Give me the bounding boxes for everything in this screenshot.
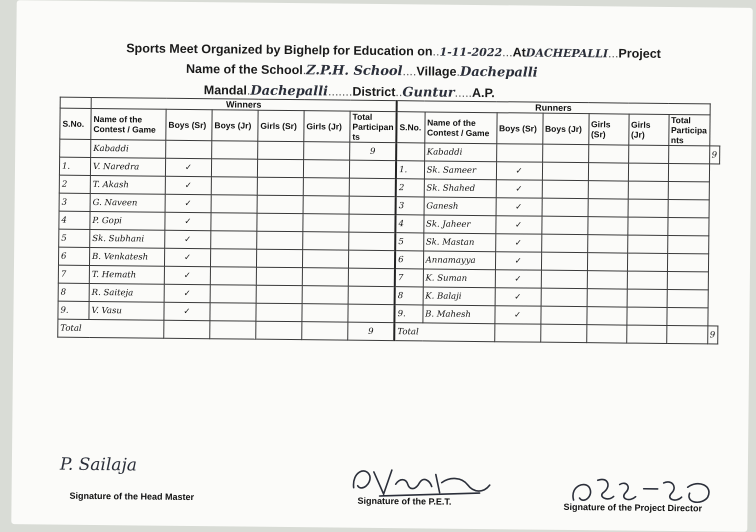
game-total: 9	[709, 146, 720, 164]
game-name: Kabaddi	[424, 143, 496, 162]
winner-name: G. Naveen	[90, 193, 165, 212]
col-girls-sr: Girls (Sr)	[588, 114, 628, 145]
winner-boys-jr	[211, 177, 257, 195]
col-total-participants: Total Participan ts	[350, 111, 397, 142]
runner-girls-sr	[587, 271, 627, 289]
runner-boys-sr-tick: ✓	[496, 198, 542, 216]
runner-boys-sr-tick: ✓	[495, 216, 541, 234]
winner-total	[349, 214, 396, 232]
col-boys-sr: Boys (Sr)	[496, 113, 542, 144]
runner-sno: 3	[396, 197, 424, 215]
runner-boys-sr-tick: ✓	[496, 180, 542, 198]
runner-total	[667, 235, 708, 253]
col-sno: S.No.	[60, 108, 91, 139]
runner-girls-sr	[588, 199, 628, 217]
winner-sno: 1.	[59, 157, 90, 175]
pet-signature-scribble	[350, 462, 500, 500]
winner-girls-sr	[257, 195, 303, 213]
district-name: Guntur	[402, 85, 455, 101]
runner-sno: 5	[395, 233, 423, 251]
district-label: District	[352, 84, 396, 100]
runner-name: Sk. Shahed	[424, 179, 496, 198]
runner-boys-jr	[541, 288, 587, 306]
winner-boys-sr-tick: ✓	[164, 266, 210, 284]
col-total-participants: Total Participa nts	[668, 114, 709, 145]
winner-boys-sr-tick: ✓	[165, 212, 211, 230]
runner-boys-sr-tick: ✓	[495, 270, 541, 288]
winner-girls-jr	[302, 286, 348, 304]
runner-name: Ganesh	[424, 197, 496, 216]
runner-name: B. Mahesh	[422, 305, 494, 324]
runner-girls-jr	[627, 289, 667, 307]
runner-total	[667, 253, 708, 271]
school-name: Z.P.H. School	[306, 63, 403, 80]
winner-girls-sr	[256, 267, 302, 285]
winner-boys-jr	[211, 213, 257, 231]
col-contest-name: Name of the Contest / Game	[91, 108, 166, 140]
winner-girls-jr	[302, 304, 348, 322]
runner-total	[666, 307, 707, 325]
winner-sno: 3	[59, 193, 90, 211]
pet-signature-label: Signature of the P.E.T.	[357, 495, 452, 507]
runner-sno: 1.	[396, 161, 424, 179]
winner-girls-sr	[256, 303, 302, 321]
winner-total	[349, 160, 396, 178]
header-line-3: Mandal.Dachepalli.......District..Guntur.....A.P.	[203, 83, 495, 101]
game-name: Kabaddi	[91, 139, 166, 158]
event-date: 1-11-2022	[439, 45, 503, 60]
total-label: Total	[394, 323, 494, 342]
runner-total	[668, 199, 709, 217]
project-label: Project	[618, 46, 661, 61]
village-label: Village	[416, 64, 457, 79]
winner-boys-jr	[210, 267, 256, 285]
winner-boys-jr	[211, 159, 257, 177]
mandal-label: Mandal	[203, 83, 247, 98]
state-label: A.P.	[471, 85, 495, 101]
runner-boys-jr	[540, 306, 586, 324]
runner-total	[667, 289, 708, 307]
winner-girls-sr	[257, 159, 303, 177]
runner-girls-sr	[586, 307, 626, 325]
runner-girls-jr	[626, 307, 666, 325]
winner-name: V. Vasu	[89, 301, 164, 320]
winner-name: Sk. Subhani	[90, 229, 165, 248]
game-total: 9	[350, 142, 397, 160]
runner-boys-jr	[542, 162, 588, 180]
runner-boys-sr-tick: ✓	[495, 288, 541, 306]
runners-label: Runners	[397, 101, 710, 115]
event-title: Sports Meet Organized by Bighelp for Education on	[126, 41, 433, 59]
runner-name: K. Balaji	[423, 287, 495, 306]
winner-total	[349, 178, 396, 196]
winner-boys-jr	[211, 195, 257, 213]
winner-girls-sr	[256, 285, 302, 303]
runner-name: K. Suman	[423, 269, 495, 288]
winner-total	[348, 250, 395, 268]
winner-girls-jr	[303, 232, 349, 250]
winner-name: P. Gopi	[90, 211, 165, 230]
village-name: Dachepalli	[459, 64, 538, 81]
winner-boys-sr-tick: ✓	[165, 230, 211, 248]
col-boys-sr: Boys (Sr)	[166, 109, 212, 140]
winner-girls-jr	[302, 268, 348, 286]
winner-name: B. Venkatesh	[89, 247, 164, 266]
runner-boys-jr	[542, 198, 588, 216]
winner-boys-sr-tick: ✓	[165, 158, 211, 176]
headmaster-signature-label: Signature of the Head Master	[69, 490, 195, 503]
director-signature-label: Signature of the Project Director	[563, 501, 703, 514]
runner-total	[667, 271, 708, 289]
winner-name: T. Akash	[90, 175, 165, 194]
winner-total	[348, 286, 395, 304]
runner-name: Sk. Mastan	[423, 233, 495, 252]
winner-total	[348, 304, 395, 322]
runner-sno: 7	[395, 269, 423, 287]
mandal-name: Dachepalli	[250, 83, 329, 100]
runner-boys-jr	[541, 252, 587, 270]
winner-total	[349, 196, 396, 214]
col-boys-jr: Boys (Jr)	[542, 113, 588, 144]
runner-girls-sr	[587, 235, 627, 253]
at-label: At	[512, 45, 526, 60]
col-boys-jr: Boys (Jr)	[212, 110, 258, 141]
winner-name: V. Naredra	[90, 157, 165, 176]
runner-boys-jr	[542, 180, 588, 198]
winner-sno: 4	[59, 211, 90, 229]
runner-sno: 4	[395, 215, 423, 233]
runner-boys-jr	[541, 234, 587, 252]
winner-boys-sr-tick: ✓	[165, 176, 211, 194]
runner-girls-jr	[627, 235, 667, 253]
total-label: Total	[58, 319, 164, 338]
runner-total	[667, 217, 708, 235]
winner-boys-sr-tick: ✓	[164, 248, 210, 266]
runner-total	[668, 163, 709, 181]
runner-name: Sk. Jaheer	[423, 215, 495, 234]
col-girls-jr: Girls (Jr)	[304, 111, 350, 142]
winner-total	[348, 268, 395, 286]
runner-name: Annamayya	[423, 251, 495, 270]
runner-girls-jr	[628, 199, 668, 217]
winner-girls-jr	[303, 178, 349, 196]
winner-sno: 2	[59, 175, 90, 193]
runner-total	[668, 181, 709, 199]
runner-sno: 2	[396, 179, 424, 197]
runner-sno: 6	[395, 251, 423, 269]
winner-girls-sr	[257, 177, 303, 195]
winner-boys-jr	[210, 285, 256, 303]
headmaster-signature: P. Sailaja	[59, 454, 138, 476]
runner-girls-jr	[627, 253, 667, 271]
winner-name: T. Hemath	[89, 265, 164, 284]
winner-sno: 6	[58, 247, 89, 265]
runners-total: 9	[707, 326, 718, 344]
school-label: Name of the School	[185, 61, 303, 78]
event-place: DACHEPALLI	[525, 46, 609, 61]
winner-sno: 7	[58, 265, 89, 283]
runner-girls-sr	[587, 217, 627, 235]
winner-boys-jr	[211, 231, 257, 249]
runner-girls-jr	[627, 271, 667, 289]
header-line-2: Name of the School.Z.P.H. School....Village.Dachepalli	[185, 61, 538, 81]
runner-boys-jr	[541, 270, 587, 288]
winner-boys-jr	[210, 249, 256, 267]
runner-girls-jr	[628, 163, 668, 181]
winner-sno: 5	[59, 229, 90, 247]
col-girls-jr: Girls (Jr)	[628, 114, 668, 145]
winners-label: Winners	[91, 97, 397, 111]
runner-boys-sr-tick: ✓	[495, 252, 541, 270]
runner-boys-jr	[541, 216, 587, 234]
player-rows	[58, 157, 720, 326]
winner-name: R. Saiteja	[89, 283, 164, 302]
runner-girls-sr	[588, 163, 628, 181]
runner-boys-sr-tick: ✓	[495, 234, 541, 252]
winner-boys-sr-tick: ✓	[164, 302, 210, 320]
winner-girls-jr	[303, 214, 349, 232]
col-contest-name: Name of the Contest / Game	[424, 112, 496, 144]
winner-girls-sr	[257, 231, 303, 249]
runner-girls-sr	[587, 253, 627, 271]
winner-total	[349, 232, 396, 250]
winner-boys-sr-tick: ✓	[164, 284, 210, 302]
winner-boys-sr-tick: ✓	[165, 194, 211, 212]
runner-sno: 9.	[395, 305, 423, 323]
results-table	[57, 97, 720, 345]
winner-girls-jr	[303, 160, 349, 178]
winner-girls-sr	[256, 249, 302, 267]
runner-girls-sr	[588, 181, 628, 199]
winner-boys-jr	[210, 303, 256, 321]
winner-girls-jr	[303, 196, 349, 214]
runner-name: Sk. Sameer	[424, 161, 496, 180]
runner-boys-sr-tick: ✓	[494, 306, 540, 324]
runner-girls-sr	[587, 289, 627, 307]
winner-girls-jr	[302, 250, 348, 268]
winner-sno: 8	[58, 283, 89, 301]
winners-total: 9	[348, 322, 395, 340]
runner-girls-jr	[628, 181, 668, 199]
runner-sno: 8	[395, 287, 423, 305]
runner-boys-sr-tick: ✓	[496, 162, 542, 180]
winner-sno: 9.	[58, 301, 89, 319]
document-sheet	[11, 0, 752, 532]
winner-girls-sr	[257, 213, 303, 231]
runner-girls-jr	[627, 217, 667, 235]
header-line-1: Sports Meet Organized by Bighelp for Education on..1-11-2022...AtDACHEPALLI...Project	[126, 41, 661, 61]
col-girls-sr: Girls (Sr)	[258, 110, 304, 141]
col-sno: S.No.	[396, 112, 424, 143]
